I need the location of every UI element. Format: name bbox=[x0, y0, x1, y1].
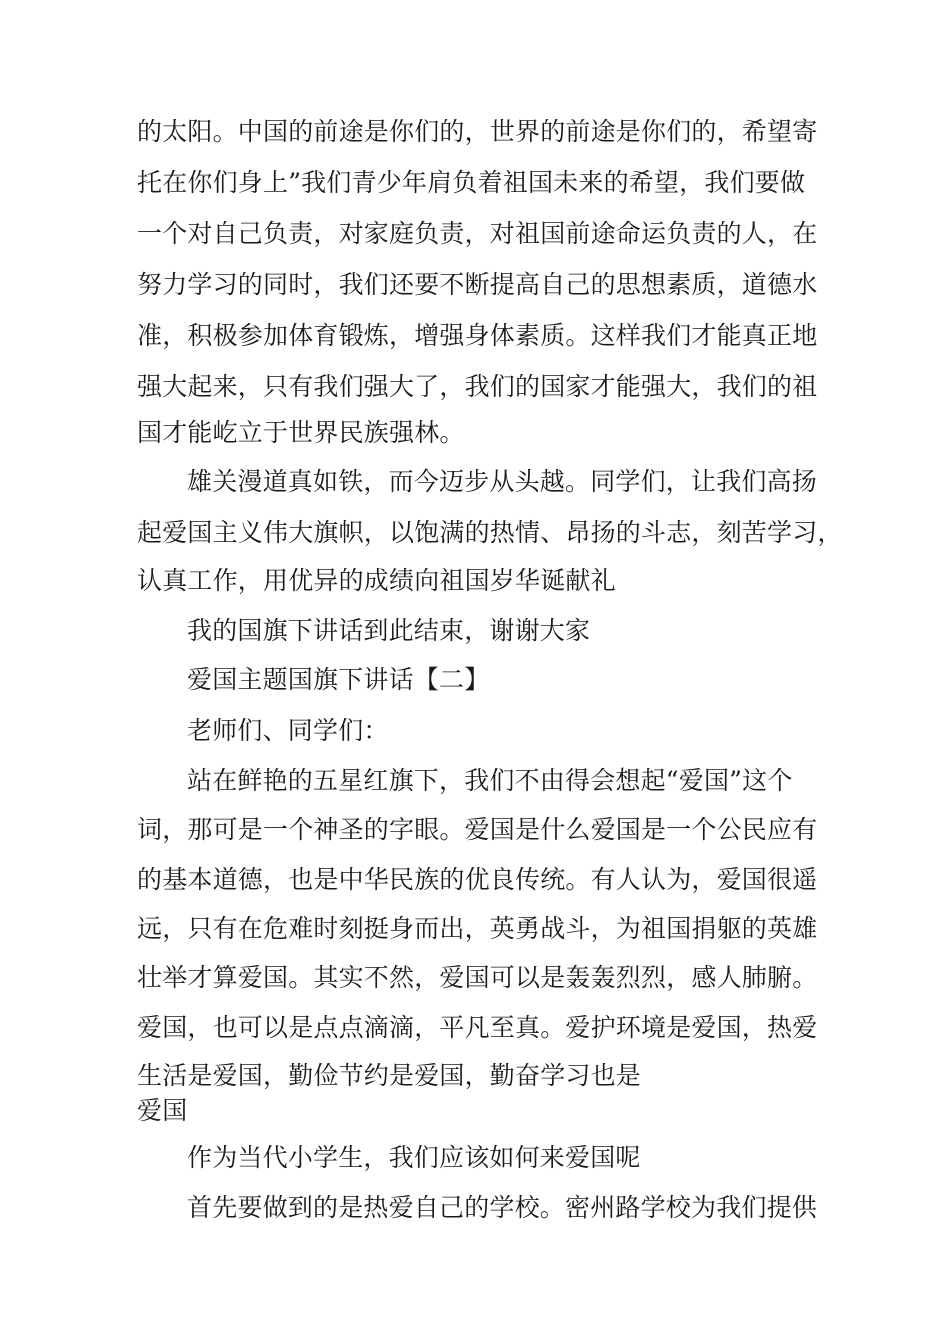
text-line: 壮举才算爱国。其实不然，爱国可以是轰轰烈烈，感人肺腑。 bbox=[137, 963, 818, 992]
paragraph-start-line: 站在鲜艳的五星红旗下，我们不由得会想起“爱国”这个 bbox=[187, 766, 793, 795]
text-line: 起爱国主义伟大旗帜，以饱满的热情、昂扬的斗志，刻苦学习， bbox=[137, 518, 843, 547]
section-heading: 爱国主题国旗下讲话【二】 bbox=[187, 665, 490, 694]
text-line: 远，只有在危难时刻挺身而出，英勇战斗，为祖国捐躯的英雄 bbox=[137, 914, 818, 943]
text-line: 的基本道德，也是中华民族的优良传统。有人认为，爱国很遥 bbox=[137, 865, 818, 894]
text-line: 认真工作，用优异的成绩向祖国岁华诞献礼 bbox=[137, 566, 616, 595]
paragraph-start-line: 首先要做到的是热爱自己的学校。密州路学校为我们提供 bbox=[187, 1193, 818, 1222]
paragraph-start-line: 作为当代小学生，我们应该如何来爱国呢 bbox=[187, 1143, 641, 1172]
text-line: 强大起来，只有我们强大了，我们的国家才能强大，我们的祖 bbox=[137, 372, 818, 401]
text-line: 爱国 bbox=[137, 1096, 188, 1125]
text-line: 努力学习的同时，我们还要不断提高自己的思想素质，道德水 bbox=[137, 270, 818, 299]
text-line: 词，那可是一个神圣的字眼。爱国是什么爱国是一个公民应有 bbox=[137, 815, 818, 844]
text-line: 的太阳。中国的前途是你们的，世界的前途是你们的，希望寄 bbox=[137, 117, 818, 146]
text-line: 生活是爱国，勤俭节约是爱国，勤奋学习也是 bbox=[137, 1061, 642, 1090]
text-line: 托在你们身上”我们青少年肩负着祖国未来的希望，我们要做 bbox=[137, 168, 806, 197]
text-line: 国才能屹立于世界民族强林。 bbox=[137, 418, 465, 447]
text-line: 爱国，也可以是点点滴滴，平凡至真。爱护环境是爱国，热爱 bbox=[137, 1013, 818, 1042]
text-line: 一个对自己负责，对家庭负责，对祖国前途命运负责的人，在 bbox=[137, 219, 818, 248]
paragraph-start-line: 雄关漫道真如铁，而今迈步从头越。同学们，让我们高扬 bbox=[187, 467, 818, 496]
closing-line: 我的国旗下讲话到此结束，谢谢大家 bbox=[187, 616, 591, 645]
text-line: 准，积极参加体育锻炼，增强身体素质。这样我们才能真正地 bbox=[137, 321, 818, 350]
salutation: 老师们、同学们： bbox=[187, 716, 389, 745]
